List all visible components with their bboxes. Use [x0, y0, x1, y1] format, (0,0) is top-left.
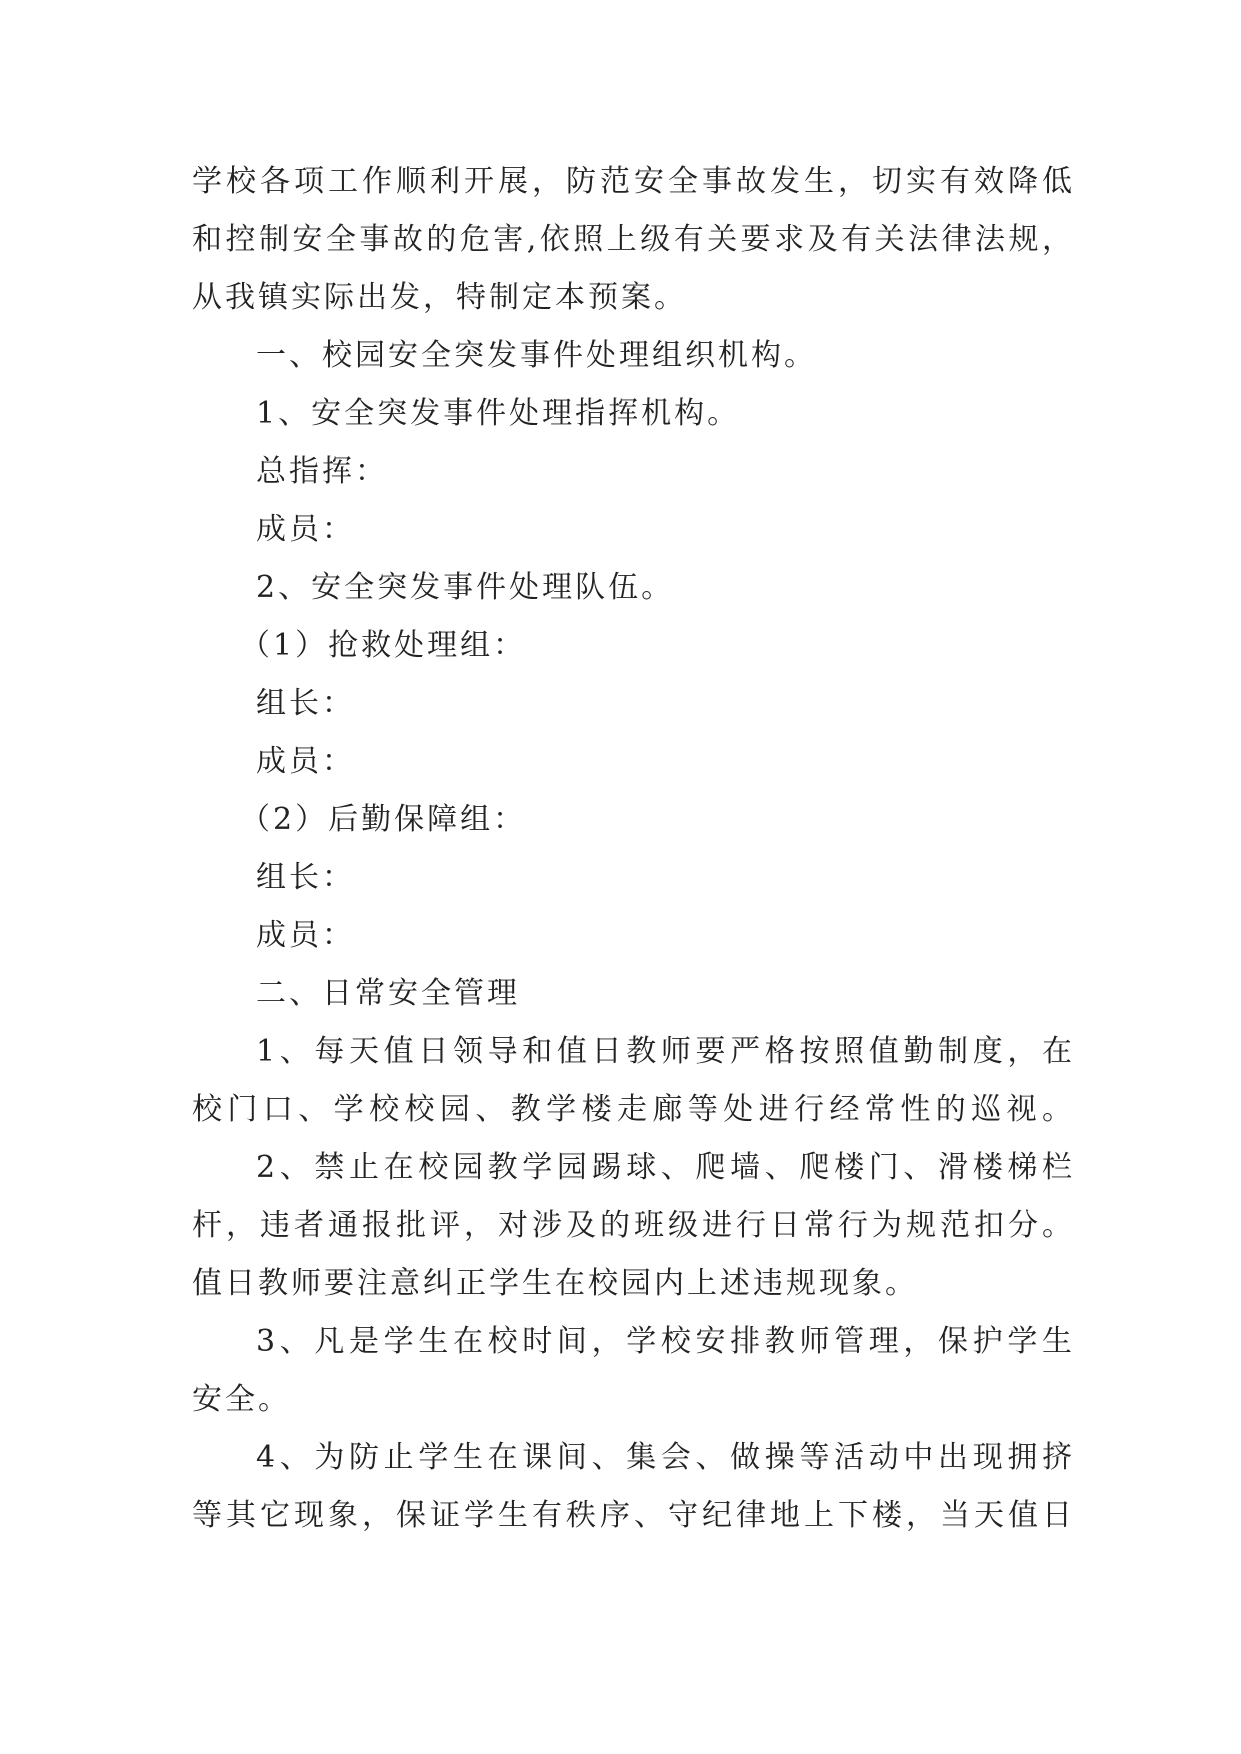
- field-label: 总指挥：: [256, 454, 388, 489]
- field-label: 成员：: [256, 512, 355, 547]
- subsection-heading: 1、安全突发事件处理指挥机构。: [256, 396, 741, 431]
- paragraph-line: 学校各项工作顺利开展，防范安全事故发生，切实有效降低: [192, 164, 1072, 199]
- group-heading: （2）后勤保障组：: [240, 802, 527, 837]
- paragraph-line: 从我镇实际出发，特制定本预案。: [192, 280, 687, 315]
- paragraph-line: 2、禁止在校园教学园踢球、爬墙、爬楼门、滑楼梯栏: [256, 1150, 1072, 1185]
- field-label: 组长：: [256, 686, 355, 721]
- paragraph-line: 4、为防止学生在课间、集会、做操等活动中出现拥挤: [256, 1440, 1072, 1475]
- paragraph-line: 等其它现象，保证学生有秩序、守纪律地上下楼，当天值日: [192, 1498, 1072, 1533]
- subsection-heading: 2、安全突发事件处理队伍。: [256, 570, 675, 605]
- paragraph-line: 杆，违者通报批评，对涉及的班级进行日常行为规范扣分。: [192, 1208, 1072, 1243]
- paragraph-line: 校门口、学校校园、教学楼走廊等处进行经常性的巡视。: [192, 1092, 1072, 1127]
- group-heading: （1）抢救处理组：: [240, 628, 527, 663]
- paragraph-line: 3、凡是学生在校时间，学校安排教师管理，保护学生: [256, 1324, 1072, 1359]
- paragraph-line: 安全。: [192, 1382, 291, 1417]
- section-heading: 二、日常安全管理: [256, 976, 520, 1011]
- field-label: 成员：: [256, 918, 355, 953]
- paragraph-line: 1、每天值日领导和值日教师要严格按照值勤制度，在: [256, 1034, 1072, 1069]
- paragraph-line: 值日教师要注意纠正学生在校园内上述违规现象。: [192, 1266, 918, 1301]
- field-label: 成员：: [256, 744, 355, 779]
- field-label: 组长：: [256, 860, 355, 895]
- paragraph-line: 和控制安全事故的危害,依照上级有关要求及有关法律法规，: [192, 222, 1072, 257]
- section-heading: 一、校园安全突发事件处理组织机构。: [256, 338, 817, 373]
